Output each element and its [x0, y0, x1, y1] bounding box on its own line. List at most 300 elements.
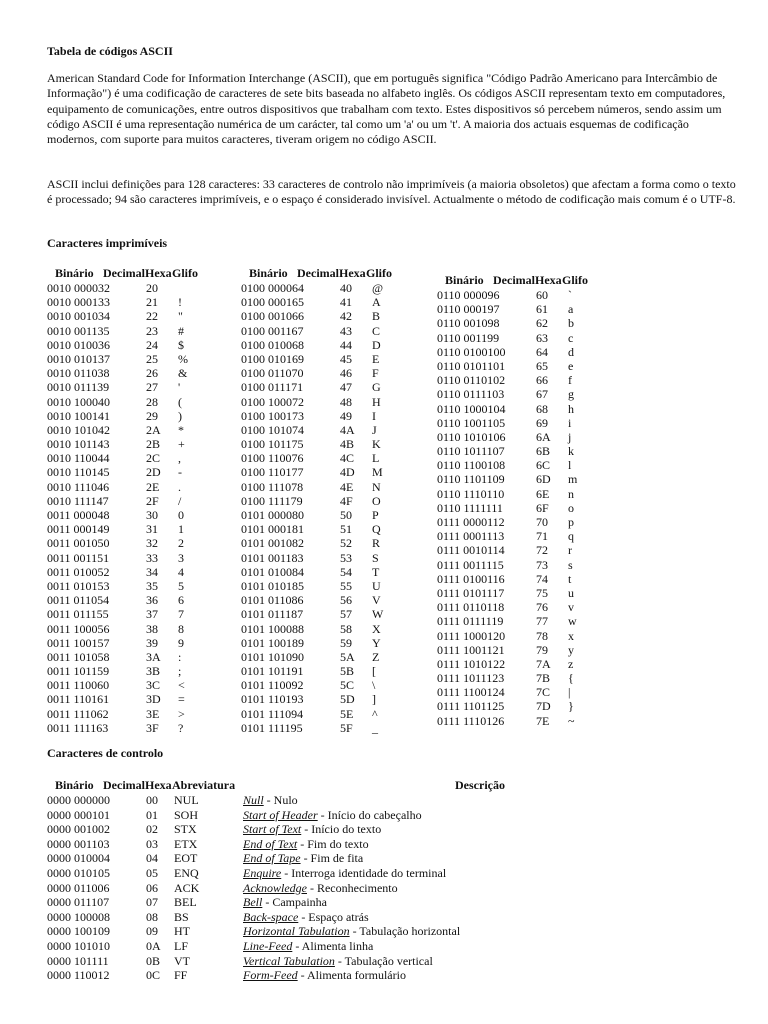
cell-glyph: ~ — [568, 713, 575, 728]
cell-glyph: u — [568, 585, 574, 600]
cell-binary: 0111 0000112 — [437, 515, 505, 529]
cell-hex: 3B — [146, 664, 161, 679]
description-term: Acknowledge — [243, 880, 307, 895]
cell-glyph: M — [372, 465, 383, 480]
control-rows — [47, 793, 747, 983]
cell-glyph: X — [372, 621, 381, 636]
cell-hex: 2B — [146, 437, 161, 452]
cell-binary: 0010 011139 — [47, 380, 110, 395]
cell-hex: 43 — [340, 323, 352, 338]
description-text: - Tabulação horizontal — [349, 924, 461, 939]
table-row — [47, 910, 747, 925]
cell-glyph: % — [178, 351, 188, 366]
cell-binary: 0110 1101109 — [437, 472, 505, 487]
cell-hex: 6E — [536, 486, 550, 501]
cell-glyph: i — [568, 415, 572, 430]
cell-glyph: 6 — [178, 593, 184, 608]
cell-hex: 5E — [340, 706, 354, 721]
cell-binary: 0111 1010122 — [437, 656, 506, 671]
cell-binary: 0100 111078 — [241, 479, 304, 494]
cell-hex: 54 — [340, 564, 352, 579]
cell-binary: 0101 101090 — [241, 649, 304, 664]
cell-hex: 4F — [340, 493, 353, 508]
cell-abbr: EOT — [174, 851, 198, 866]
cell-hex: 4E — [340, 479, 354, 494]
cell-glyph: ` — [568, 288, 572, 302]
cell-description — [243, 793, 298, 808]
cell-hex: 73 — [536, 557, 548, 572]
cell-binary: 0101 111094 — [241, 706, 304, 721]
cell-binary: 0101 001082 — [241, 536, 304, 551]
cell-binary: 0010 100141 — [47, 408, 110, 423]
cell-hex: 00 — [146, 793, 158, 807]
cell-binary: 0010 011038 — [47, 366, 110, 381]
cell-hex: 2A — [146, 422, 161, 437]
cell-hex: 7E — [536, 713, 550, 728]
cell-binary: 0010 110145 — [47, 465, 110, 480]
cell-binary: 0111 0110118 — [437, 600, 505, 615]
cell-binary: 0100 101175 — [241, 437, 304, 452]
header-glyph: Glifo — [172, 266, 198, 280]
cell-binary: 0100 111179 — [241, 493, 303, 508]
cell-glyph: @ — [372, 281, 384, 295]
cell-binary: 0100 000165 — [241, 295, 304, 310]
cell-binary: 0011 100157 — [47, 635, 110, 650]
cell-abbr: ETX — [174, 836, 198, 851]
cell-abbr: BS — [174, 909, 189, 924]
cell-binary: 0110 1100108 — [437, 458, 506, 473]
cell-glyph: O — [372, 493, 381, 508]
cell-glyph: x — [568, 628, 574, 643]
table-row — [47, 851, 747, 866]
cell-glyph: : — [178, 649, 182, 664]
cell-binary: 0110 1001105 — [437, 415, 506, 430]
cell-hex: 4D — [340, 465, 355, 480]
header-bin: Binário — [445, 273, 484, 287]
cell-glyph: J — [372, 422, 377, 437]
cell-binary: 0110 0100100 — [437, 344, 506, 359]
cell-glyph: > — [178, 706, 185, 721]
table-row — [47, 881, 747, 896]
cell-glyph: D — [372, 337, 381, 352]
cell-glyph: F — [372, 366, 379, 381]
cell-binary: 0010 010036 — [47, 337, 110, 352]
cell-hex: 61 — [536, 302, 548, 317]
cell-hex: 76 — [536, 600, 548, 615]
cell-glyph: ) — [178, 408, 182, 423]
cell-binary: 0010 111147 — [47, 493, 109, 508]
cell-glyph: S — [372, 550, 379, 565]
cell-hex: 66 — [536, 373, 548, 388]
cell-abbr: STX — [174, 822, 197, 837]
cell-description — [243, 939, 373, 954]
cell-hex: 46 — [340, 366, 352, 381]
cell-description — [243, 837, 369, 852]
description-term: Vertical Tabulation — [243, 953, 335, 968]
cell-hex: 04 — [146, 851, 158, 866]
cell-binary: 0000 010105 — [47, 865, 110, 880]
cell-glyph: " — [178, 309, 183, 324]
cell-hex: 05 — [146, 865, 158, 880]
cell-binary: 0111 1100124 — [437, 685, 505, 700]
cell-glyph: t — [568, 571, 572, 586]
cell-binary: 0111 0011115 — [437, 557, 504, 572]
cell-binary: 0011 000048 — [47, 508, 110, 522]
cell-hex: 2D — [146, 465, 161, 480]
description-term: Form-Feed — [243, 968, 298, 983]
cell-hex: 79 — [536, 642, 548, 657]
cell-hex: 5C — [340, 678, 355, 693]
cell-binary: 0100 000064 — [241, 281, 304, 295]
cell-binary: 0000 001002 — [47, 822, 110, 837]
header-bin: Binário — [55, 266, 94, 280]
cell-hex: 7D — [536, 699, 551, 714]
cell-binary: 0010 000133 — [47, 295, 110, 310]
cell-binary: 0101 101191 — [241, 664, 304, 679]
cell-hex: 6B — [536, 444, 551, 459]
cell-binary: 0000 000101 — [47, 807, 110, 822]
cell-hex: 09 — [146, 924, 158, 939]
cell-binary: 0101 000181 — [241, 522, 304, 537]
description-term: Horizontal Tabulation — [243, 924, 350, 939]
cell-glyph: U — [372, 578, 381, 593]
table-row — [47, 793, 747, 808]
header-glyph: Glifo — [562, 273, 588, 287]
table-row — [47, 866, 747, 881]
cell-glyph: 8 — [178, 621, 184, 636]
cell-glyph: # — [178, 323, 184, 338]
description-term: End of Text — [243, 836, 298, 851]
cell-binary: 0010 110044 — [47, 451, 110, 466]
cell-hex: 2E — [146, 479, 160, 494]
cell-glyph: Z — [372, 649, 380, 664]
cell-binary: 0101 110193 — [241, 692, 304, 707]
cell-binary: 0100 001066 — [241, 309, 304, 324]
cell-hex: 29 — [146, 408, 158, 423]
cell-binary: 0011 110060 — [47, 678, 110, 693]
cell-glyph: * — [178, 422, 184, 437]
header-dec: Decimal — [103, 778, 145, 792]
cell-glyph: E — [372, 351, 380, 366]
description-text: - Interroga identidade do terminal — [281, 865, 447, 880]
table-row — [47, 924, 747, 939]
cell-binary: 0101 110092 — [241, 678, 304, 693]
cell-glyph: a — [568, 302, 574, 317]
cell-glyph: v — [568, 600, 574, 615]
header-hex: Hexa — [145, 266, 172, 280]
cell-hex: 08 — [146, 909, 158, 924]
control-table — [47, 778, 747, 983]
description-text: - Início do cabeçalho — [317, 807, 422, 822]
cell-hex: 26 — [146, 366, 158, 381]
cell-binary: 0111 0100116 — [437, 571, 505, 586]
cell-hex: 3A — [146, 649, 161, 664]
cell-glyph: y — [568, 642, 574, 657]
cell-binary: 0000 000000 — [47, 793, 110, 807]
cell-binary: 0010 001135 — [47, 323, 110, 338]
table-row — [47, 822, 747, 837]
cell-glyph: A — [372, 295, 381, 310]
cell-hex: 0A — [146, 938, 161, 953]
description-term: Null — [243, 793, 264, 807]
cell-hex: 68 — [536, 401, 548, 416]
description-term: Enquire — [243, 865, 282, 880]
cell-glyph: s — [568, 557, 573, 572]
cell-binary: 0011 111062 — [47, 706, 109, 721]
cell-binary: 0011 011054 — [47, 593, 110, 608]
header-desc: Descrição — [455, 778, 505, 792]
cell-description — [243, 822, 381, 837]
cell-glyph: P — [372, 508, 379, 522]
cell-abbr: SOH — [174, 807, 199, 822]
cell-binary: 0100 001167 — [241, 323, 304, 338]
cell-glyph: d — [568, 344, 574, 359]
cell-binary: 0101 100088 — [241, 621, 304, 636]
cell-glyph: [ — [372, 664, 376, 679]
cell-hex: 62 — [536, 316, 548, 331]
cell-binary: 0110 000197 — [437, 302, 500, 317]
cell-glyph: I — [372, 408, 376, 423]
cell-hex: 4B — [340, 437, 355, 452]
cell-hex: 45 — [340, 351, 352, 366]
cell-glyph: h — [568, 401, 574, 416]
cell-glyph: e — [568, 358, 574, 373]
cell-hex: 48 — [340, 394, 352, 409]
cell-hex: 5A — [340, 649, 355, 664]
cell-hex: 64 — [536, 344, 548, 359]
cell-hex: 42 — [340, 309, 352, 324]
cell-binary: 0111 1101125 — [437, 699, 505, 714]
cell-glyph: r — [568, 543, 572, 558]
cell-binary: 0110 1110110 — [437, 486, 505, 501]
intro-paragraph: American Standard Code for Information Interchange (ASCII), que em português significa "Código Padrão Americano para Intercâmbio de Informação") é uma codificação de caracteres de sete bits baseada no alfabeto inglês. Os códigos ASCII representam texto em computadores, equipamento de comunicações, entre outros dispositivos que trabalham com texto. Estes dispositivos só percebem números, sendo assim um código ASCII é uma representação numérica de um carácter, tal como um 'a' ou um 't'. A maioria dos actuais esquemas de codificação modernos, com suporte para muitos caracteres, tiveram origem no código ASCII. — [47, 71, 726, 147]
cell-hex: 7A — [536, 656, 551, 671]
cell-glyph: G — [372, 380, 381, 395]
cell-binary: 0100 011171 — [241, 380, 304, 395]
cell-binary: 0101 010084 — [241, 564, 304, 579]
cell-binary: 0101 011086 — [241, 593, 304, 608]
cell-hex: 67 — [536, 387, 548, 402]
cell-hex: 5F — [340, 720, 353, 735]
cell-glyph: k — [568, 444, 574, 459]
cell-description — [243, 851, 363, 866]
cell-glyph: 7 — [178, 607, 184, 622]
cell-glyph: 0 — [178, 508, 184, 522]
cell-hex: 60 — [536, 288, 548, 302]
cell-binary: 0110 1011107 — [437, 444, 505, 459]
table-row — [47, 895, 747, 910]
cell-binary: 0000 101111 — [47, 953, 109, 968]
cell-hex: 24 — [146, 337, 158, 352]
cell-glyph: ; — [178, 664, 182, 679]
cell-hex: 01 — [146, 807, 158, 822]
cell-abbr: VT — [174, 953, 190, 968]
description-text: - Campainha — [262, 895, 327, 910]
cell-abbr: BEL — [174, 895, 197, 910]
cell-hex: 36 — [146, 593, 158, 608]
cell-hex: 2C — [146, 451, 161, 466]
cell-hex: 38 — [146, 621, 158, 636]
cell-binary: 0011 101058 — [47, 649, 110, 664]
cell-glyph: g — [568, 387, 574, 402]
cell-glyph: . — [178, 479, 181, 494]
cell-glyph: b — [568, 316, 574, 331]
cell-description — [243, 924, 460, 939]
cell-binary: 0100 100072 — [241, 394, 304, 409]
cell-binary: 0000 101010 — [47, 938, 110, 953]
cell-glyph: o — [568, 500, 574, 515]
cell-binary: 0010 010137 — [47, 351, 110, 366]
description-text: - Início do texto — [301, 822, 382, 837]
cell-abbr: LF — [174, 938, 189, 953]
cell-binary: 0010 111046 — [47, 479, 110, 494]
cell-hex: 33 — [146, 550, 158, 565]
cell-hex: 4A — [340, 422, 355, 437]
cell-hex: 51 — [340, 522, 352, 537]
page-title: Tabela de códigos ASCII — [47, 44, 173, 58]
cell-hex: 53 — [340, 550, 352, 565]
cell-abbr: HT — [174, 924, 190, 939]
description-text: - Fim do texto — [297, 836, 369, 851]
cell-hex: 40 — [340, 281, 352, 295]
cell-glyph: $ — [178, 337, 184, 352]
cell-binary: 0000 100008 — [47, 909, 110, 924]
cell-glyph: R — [372, 536, 381, 551]
cell-description — [243, 866, 446, 881]
cell-binary: 0010 101042 — [47, 422, 110, 437]
description-text: - Nulo — [263, 793, 298, 807]
cell-glyph: Y — [372, 635, 381, 650]
cell-binary: 0110 0111103 — [437, 387, 505, 402]
cell-glyph: { — [568, 671, 574, 686]
control-header — [47, 778, 747, 793]
cell-binary: 0101 001183 — [241, 550, 304, 565]
cell-hex: 5B — [340, 664, 355, 679]
cell-glyph: L — [372, 451, 380, 466]
cell-hex: 21 — [146, 295, 158, 310]
cell-hex: 0C — [146, 968, 161, 983]
cell-hex: 49 — [340, 408, 352, 423]
cell-binary: 0100 010169 — [241, 351, 304, 366]
header-glyph: Glifo — [366, 266, 392, 280]
cell-binary: 0100 110076 — [241, 451, 304, 466]
cell-hex: 52 — [340, 536, 352, 551]
cell-glyph: & — [178, 366, 188, 381]
cell-binary: 0101 100189 — [241, 635, 304, 650]
cell-binary: 0000 010004 — [47, 851, 110, 866]
cell-hex: 20 — [146, 281, 158, 295]
description-term: Bell — [243, 895, 263, 910]
cell-binary: 0100 010068 — [241, 337, 304, 352]
table-row — [47, 808, 747, 823]
cell-hex: 6D — [536, 472, 551, 487]
cell-glyph: Q — [372, 522, 381, 537]
cell-binary: 0110 1111111 — [437, 500, 503, 515]
cell-hex: 77 — [536, 614, 548, 629]
cell-abbr: ENQ — [174, 865, 199, 880]
cell-binary: 0110 001199 — [437, 330, 500, 345]
printable-heading: Caracteres imprimíveis — [47, 236, 168, 250]
cell-binary: 0010 001034 — [47, 309, 110, 324]
cell-binary: 0110 1000104 — [437, 401, 506, 416]
cell-binary: 0111 1011123 — [437, 671, 505, 686]
cell-binary: 0010 101143 — [47, 437, 110, 452]
cell-glyph: } — [568, 699, 574, 714]
cell-binary: 0101 011187 — [241, 607, 304, 622]
header-bin: Binário — [249, 266, 288, 280]
cell-glyph: ^ — [372, 706, 378, 721]
header-abbr: Abreviatura — [172, 778, 236, 792]
cell-hex: 34 — [146, 564, 158, 579]
cell-hex: 44 — [340, 337, 352, 352]
cell-binary: 0101 010185 — [241, 578, 304, 593]
cell-hex: 3F — [146, 720, 159, 735]
cell-binary: 0111 1110126 — [437, 713, 505, 728]
cell-glyph: n — [568, 486, 574, 501]
cell-binary: 0011 100056 — [47, 621, 110, 636]
cell-hex: 6F — [536, 500, 549, 515]
cell-binary: 0011 010052 — [47, 564, 110, 579]
description-text: - Tabulação vertical — [334, 953, 433, 968]
header-bin: Binário — [55, 778, 94, 792]
cell-glyph: - — [178, 465, 182, 480]
table-row — [47, 954, 747, 969]
cell-hex: 50 — [340, 508, 352, 522]
cell-hex: 28 — [146, 394, 158, 409]
cell-binary: 0111 1001121 — [437, 642, 505, 657]
cell-binary: 0111 0101117 — [437, 585, 505, 600]
cell-glyph: m — [568, 472, 578, 487]
cell-binary: 0110 0101101 — [437, 358, 506, 373]
cell-glyph: / — [178, 493, 182, 508]
cell-glyph: ? — [178, 720, 184, 735]
cell-hex: 63 — [536, 330, 548, 345]
cell-binary: 0110 001098 — [437, 316, 500, 331]
cell-binary: 0100 011070 — [241, 366, 304, 381]
cell-binary: 0011 101159 — [47, 664, 110, 679]
cell-description — [243, 968, 406, 983]
cell-binary: 0101 000080 — [241, 508, 304, 522]
cell-hex: 3C — [146, 678, 161, 693]
header-dec: Decimal — [297, 266, 339, 280]
cell-glyph: c — [568, 330, 574, 345]
cell-binary: 0011 110161 — [47, 692, 110, 707]
cell-hex: 6C — [536, 458, 551, 473]
cell-binary: 0110 1010106 — [437, 429, 506, 444]
cell-glyph: 3 — [178, 550, 184, 565]
cell-hex: 70 — [536, 515, 548, 529]
cell-glyph: < — [178, 678, 185, 693]
cell-hex: 78 — [536, 628, 548, 643]
cell-hex: 55 — [340, 578, 352, 593]
cell-binary: 0111 1000120 — [437, 628, 506, 643]
cell-hex: 2F — [146, 493, 159, 508]
cell-abbr: NUL — [174, 793, 199, 807]
cell-hex: 41 — [340, 295, 352, 310]
cell-binary: 0000 110012 — [47, 968, 110, 983]
table-row — [47, 939, 747, 954]
cell-hex: 69 — [536, 415, 548, 430]
cell-glyph: = — [178, 692, 185, 707]
cell-hex: 02 — [146, 822, 158, 837]
cell-description — [243, 881, 398, 896]
cell-binary: 0111 0010114 — [437, 543, 505, 558]
cell-binary: 0011 001151 — [47, 550, 110, 565]
cell-glyph: C — [372, 323, 381, 338]
cell-binary: 0011 011155 — [47, 607, 109, 622]
cell-hex: 30 — [146, 508, 158, 522]
description-term: Start of Text — [243, 822, 302, 837]
